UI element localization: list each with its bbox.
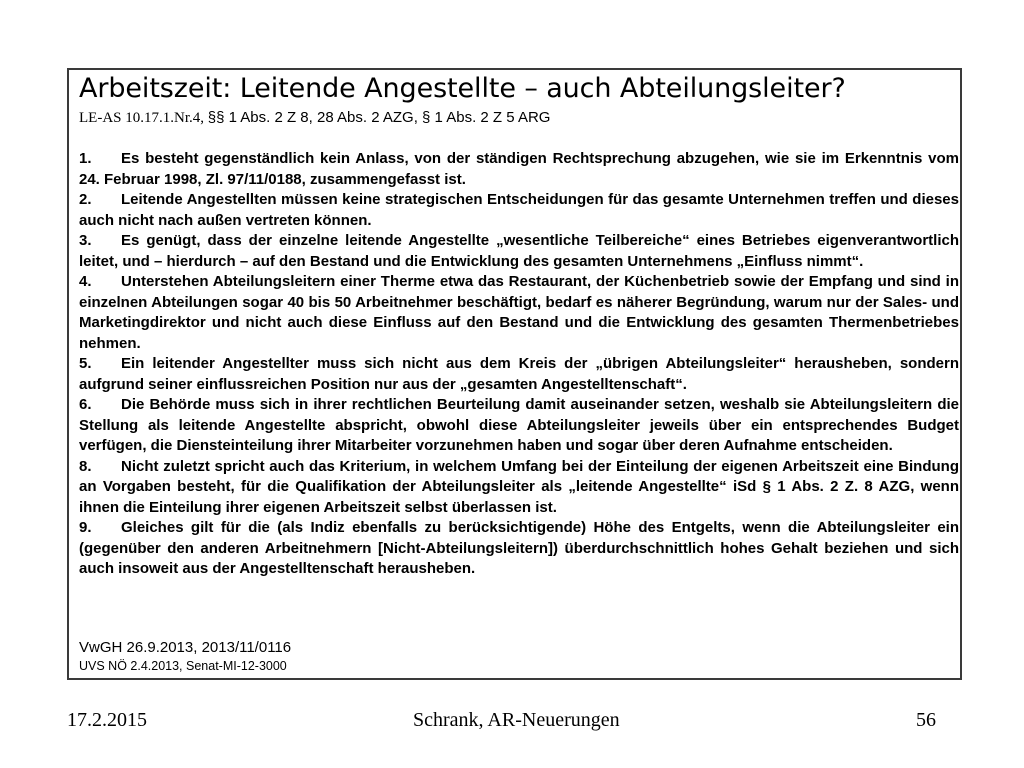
point-number: 1. — [79, 150, 92, 167]
point-text: Gleiches gilt für die (als Indiz ebenfalls zu berücksichtigende) Höhe des Entgelts, wenn die Abteilungsleiter ein (gegenüber den anderen Arbeitnehmern [Nicht-Abteilungsleitern]) überdurchschnittlich hohes Gehalt beziehen und sich auch insoweit aus der Angestelltenschaft herausheben. — [79, 519, 959, 577]
source-vwgh: VwGH 26.9.2013, 2013/11/0116 — [79, 639, 292, 656]
source-uvs: UVS NÖ 2.4.2013, Senat-MI-12-3000 — [79, 659, 287, 673]
ruling-point-9 — [79, 518, 959, 580]
ruling-point-2 — [79, 190, 959, 231]
case-sources — [79, 638, 291, 674]
point-text: Es genügt, dass der einzelne leitende Angestellte „wesentliche Teilbereiche“ eines Betriebes eigenverantwortlich leitet, und – hierdurch – auf den Bestand und die Entwicklung des gesamten Unternehmens „Einfluss nimmt“. — [79, 232, 959, 270]
ruling-points-list — [79, 149, 959, 580]
point-text: Unterstehen Abteilungsleitern einer Therme etwa das Restaurant, der Küchenbetrieb sowie der Empfang und sind in einzelnen Abteilungen sogar 40 bis 50 Arbeitnehmer beschäftigt, bedarf es näherer Begründung, warum nur der Sales- und Marketingdirektor und nicht auch diese Einfluss auf den Bestand und die Entwicklung des gesamten Thermenbetriebes nehmen. — [79, 273, 959, 352]
point-text: Leitende Angestellten müssen keine strategischen Entscheidungen für das gesamte Unternehmen treffen und dieses auch nicht nach außen vertreten können. — [79, 191, 959, 229]
ruling-point-4 — [79, 272, 959, 354]
point-text: Nicht zuletzt spricht auch das Kriterium, in welchem Umfang bei der Einteilung der eigenen Arbeitszeit eine Bindung an Vorgaben besteht, für die Qualifikation der Abteilungsleiter als „leitende Angestellte“ iSd § 1 Abs. 2 Z. 8 AZG, wenn ihnen die Einteilung ihrer eigenen Arbeitszeit selbst überlassen ist. — [79, 457, 959, 516]
page-number: 56 — [916, 709, 936, 731]
legal-citation — [79, 108, 550, 128]
footer-date: 17.2.2015 — [67, 709, 147, 731]
citation-laws: §§ 1 Abs. 2 Z 8, 28 Abs. 2 AZG, § 1 Abs. 2 Z 5 ARG — [207, 109, 551, 126]
citation-reference: LE-AS 10.17.1.Nr.4, — [79, 110, 204, 126]
point-text: Die Behörde muss sich in ihrer rechtlichen Beurteilung damit auseinander setzen, weshalb sie Abteilungsleitern die Stellung als leitende Angestellte abspricht, obwohl diese Abteilungsleiter jeweils über ein entsprechendes Budget verfügen, die Diensteinteilung ihrer Mitarbeiter vorzunehmen haben und sogar über deren Aufnahme entscheiden. — [79, 396, 959, 454]
ruling-point-6 — [79, 395, 959, 457]
point-number: 5. — [79, 355, 92, 372]
point-number: 9. — [79, 519, 92, 536]
point-number: 3. — [79, 232, 92, 249]
point-text: Es besteht gegenständlich kein Anlass, von der ständigen Rechtsprechung abzugehen, wie sie im Erkenntnis vom 24. Februar 1998, Zl. 97/11/0188, zusammengefasst ist. — [79, 150, 959, 188]
ruling-point-3 — [79, 231, 959, 272]
footer-author-title: Schrank, AR-Neuerungen — [413, 709, 620, 731]
ruling-point-8 — [79, 457, 959, 519]
point-number: 4. — [79, 273, 92, 290]
point-number: 6. — [79, 396, 92, 413]
ruling-point-5 — [79, 354, 959, 395]
ruling-point-1 — [79, 149, 959, 190]
point-number: 8. — [79, 457, 92, 475]
point-number: 2. — [79, 191, 92, 208]
point-text: Ein leitender Angestellter muss sich nicht aus dem Kreis der „übrigen Abteilungsleiter“ herausheben, sondern aufgrund seiner einflussreichen Position nur aus der „gesamten Angestelltenschaft“. — [79, 355, 959, 393]
slide-title: Arbeitszeit: Leitende Angestellte – auch Abteilungsleiter? — [79, 73, 846, 104]
